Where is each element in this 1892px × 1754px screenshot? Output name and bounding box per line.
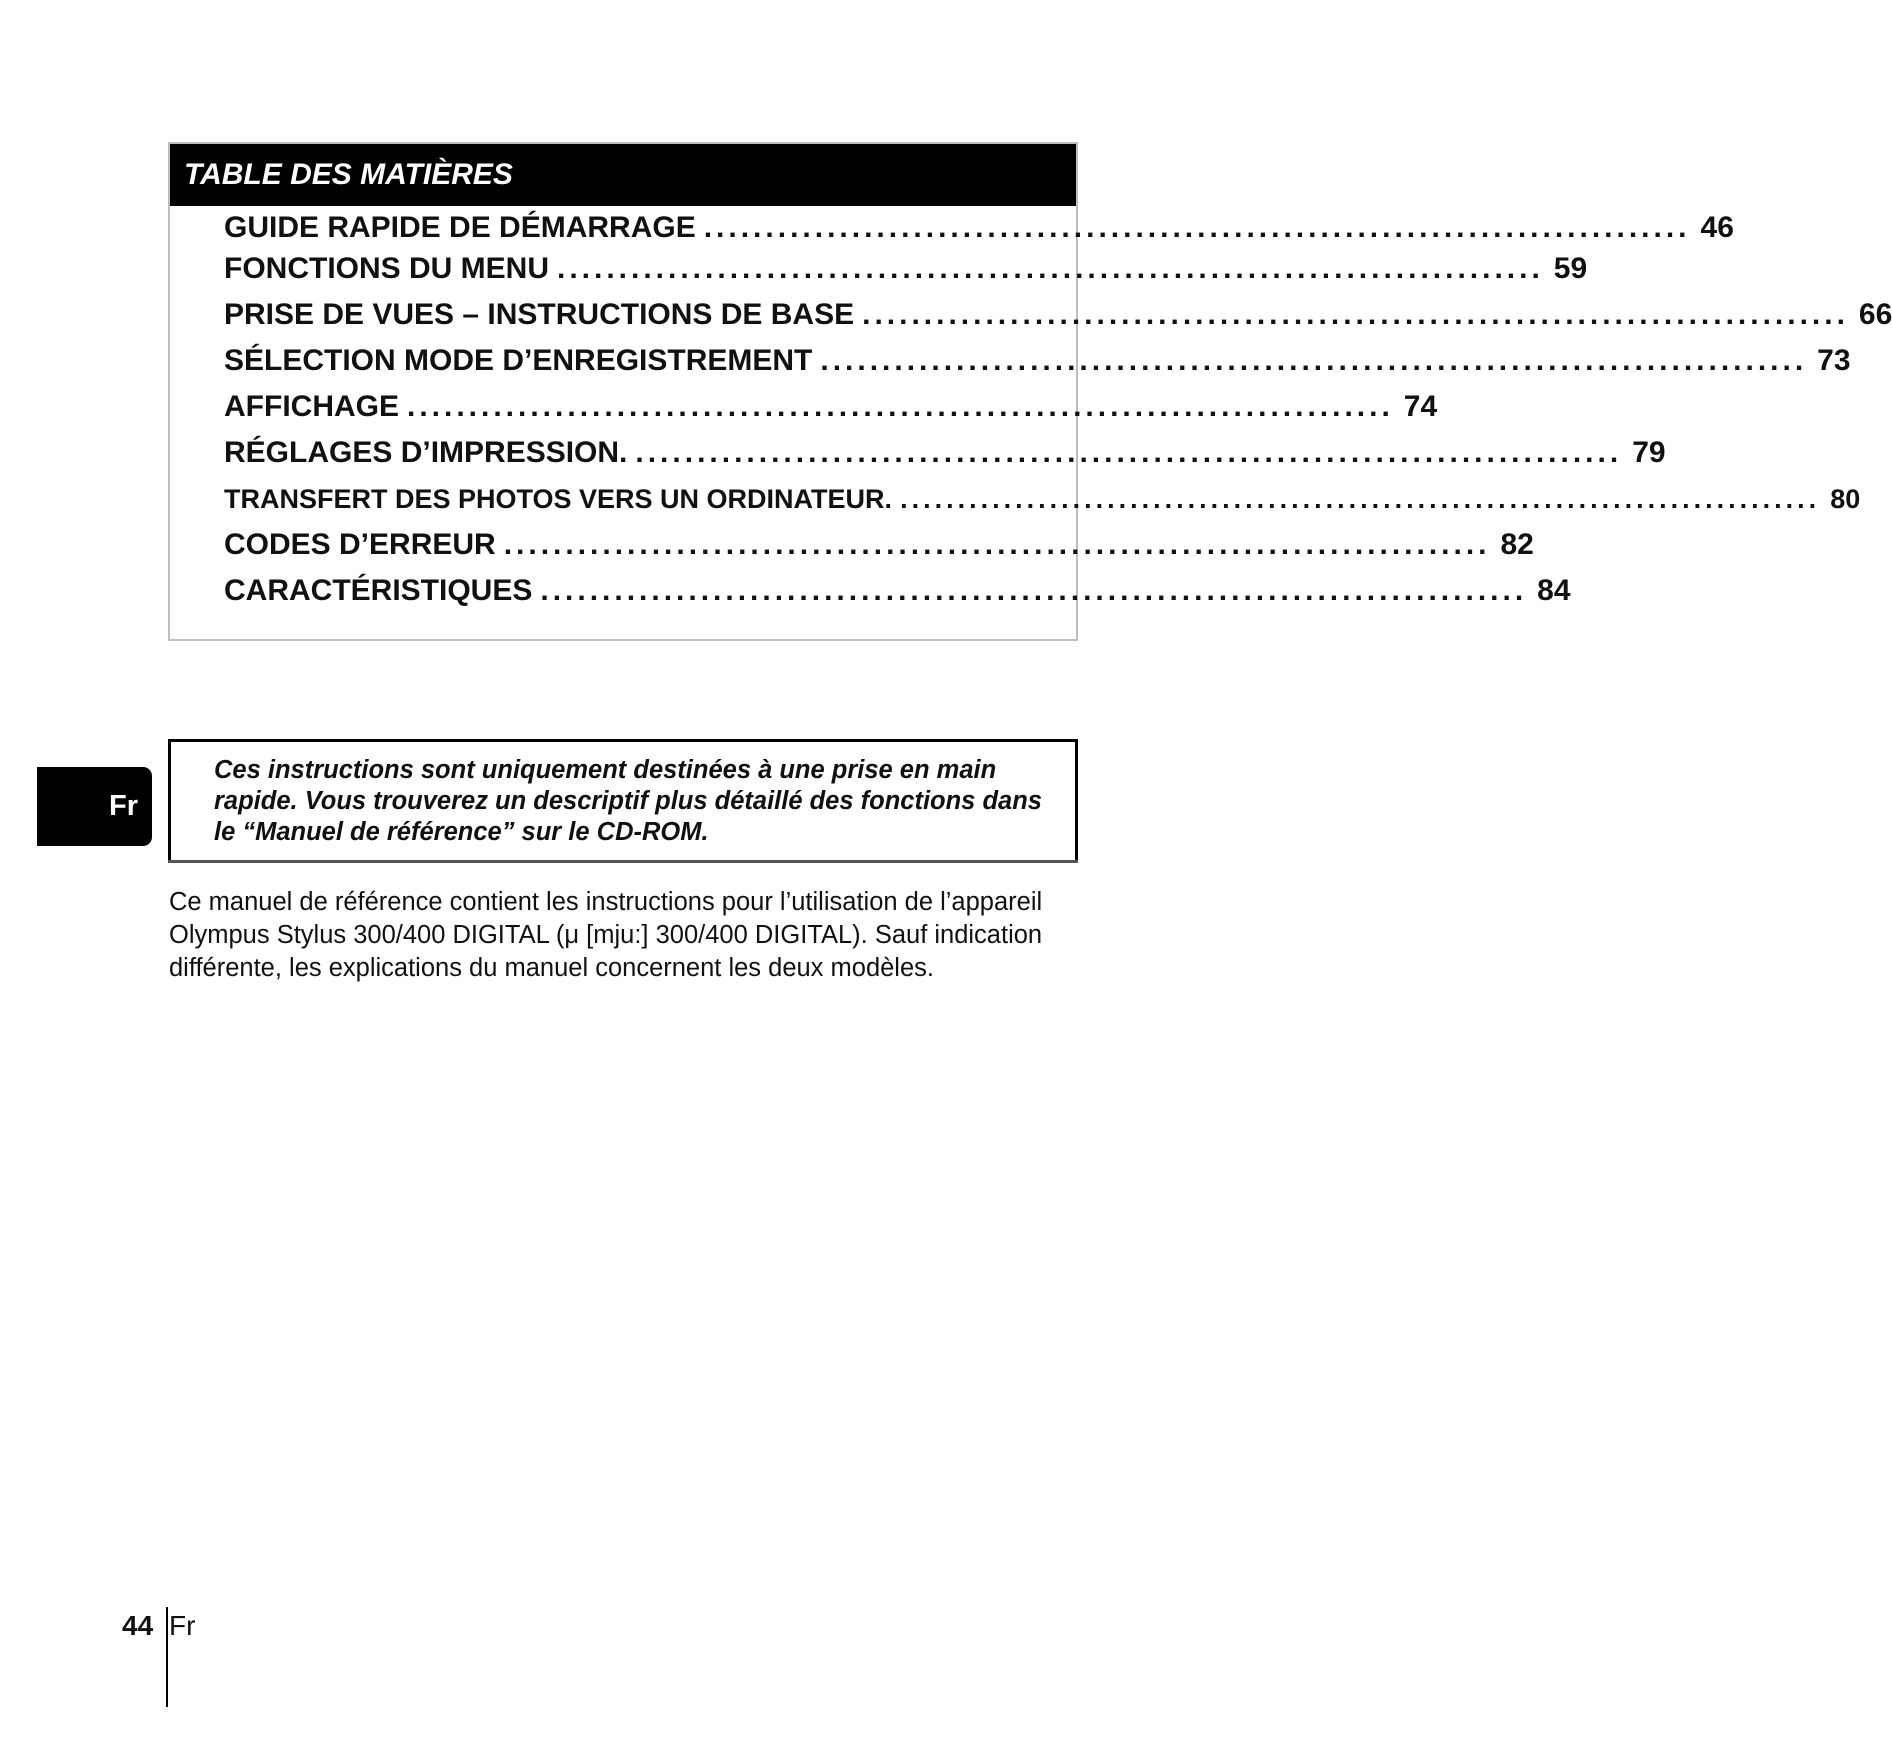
toc-entry-label: CODES D’ERREUR — [224, 528, 496, 561]
toc-entry[interactable] — [224, 387, 1438, 427]
toc-entry-page: 73 — [1817, 344, 1851, 377]
leader-dots: ................................................................................ — [407, 390, 1394, 423]
toc-entry-page: 82 — [1500, 528, 1534, 561]
info-note-text: Ces instructions sont uniquement destinées à une prise en main rapide. Vous trouverez un descriptif plus détaillé des fonctions dans le “Manuel de référence” sur le CD-ROM. — [214, 756, 1042, 846]
toc-entry[interactable] — [224, 525, 1534, 565]
toc-entry-label: SÉLECTION MODE D’ENREGISTREMENT — [224, 344, 813, 377]
toc-entry[interactable] — [224, 571, 1571, 611]
toc-entry[interactable] — [224, 433, 1666, 473]
toc-entry-label: RÉGLAGES D’IMPRESSION. — [224, 436, 628, 469]
toc-entry-label: PRISE DE VUES – INSTRUCTIONS DE BASE — [224, 298, 855, 331]
toc-entry-page: 74 — [1403, 390, 1438, 423]
toc-entry[interactable] — [224, 341, 1851, 381]
toc-entry-page: 79 — [1632, 436, 1666, 469]
toc-entry[interactable] — [224, 208, 1734, 248]
footer-divider — [166, 1607, 168, 1707]
toc-entry-page: 59 — [1553, 252, 1588, 285]
table-of-contents — [168, 142, 1892, 641]
toc-entry-label: AFFICHAGE — [224, 390, 399, 423]
toc-title: TABLE DES MATIÈRES — [170, 144, 1076, 206]
language-tab: Fr — [37, 767, 152, 846]
intro-paragraph: Ce manuel de référence contient les instructions pour l’utilisation de l’appareil Olympus Stylus 300/400 DIGITAL (μ [mju:] 300/400 DIGITAL). Sauf indication différente, les explications du manuel concernent les deux modèles. — [169, 888, 1043, 982]
leader-dots: ................................................................................ — [635, 436, 1623, 469]
footer-language: Fr — [169, 1610, 196, 1641]
toc-entry-label: GUIDE RAPIDE DE DÉMARRAGE — [224, 211, 696, 244]
toc-entry-label: FONCTIONS DU MENU — [224, 252, 549, 285]
toc-entry-label: TRANSFERT DES PHOTOS VERS UN ORDINATEUR. — [224, 484, 893, 514]
page-number: 44 — [122, 1610, 154, 1641]
leader-dots: ................................................................................ — [557, 252, 1544, 285]
toc-entry-label: CARACTÉRISTIQUES — [224, 574, 533, 607]
leader-dots: ................................................................................ — [540, 574, 1528, 607]
toc-entry-page: 66 — [1858, 298, 1892, 331]
leader-dots: ................................................................................ — [862, 298, 1849, 331]
leader-dots: ................................................................................ — [900, 484, 1821, 514]
leader-dots: ................................................................................ — [503, 528, 1491, 561]
leader-dots: ................................................................................ — [703, 211, 1691, 244]
toc-entry[interactable] — [224, 295, 1892, 335]
toc-entry[interactable] — [224, 249, 1588, 289]
leader-dots: ................................................................................ — [820, 344, 1808, 377]
info-note-box — [168, 739, 1078, 863]
toc-entry-page: 46 — [1700, 211, 1734, 244]
toc-entry[interactable] — [224, 479, 1861, 519]
toc-entry-page: 80 — [1830, 484, 1861, 514]
toc-entry-page: 84 — [1537, 574, 1571, 607]
note-divider — [168, 860, 1078, 863]
